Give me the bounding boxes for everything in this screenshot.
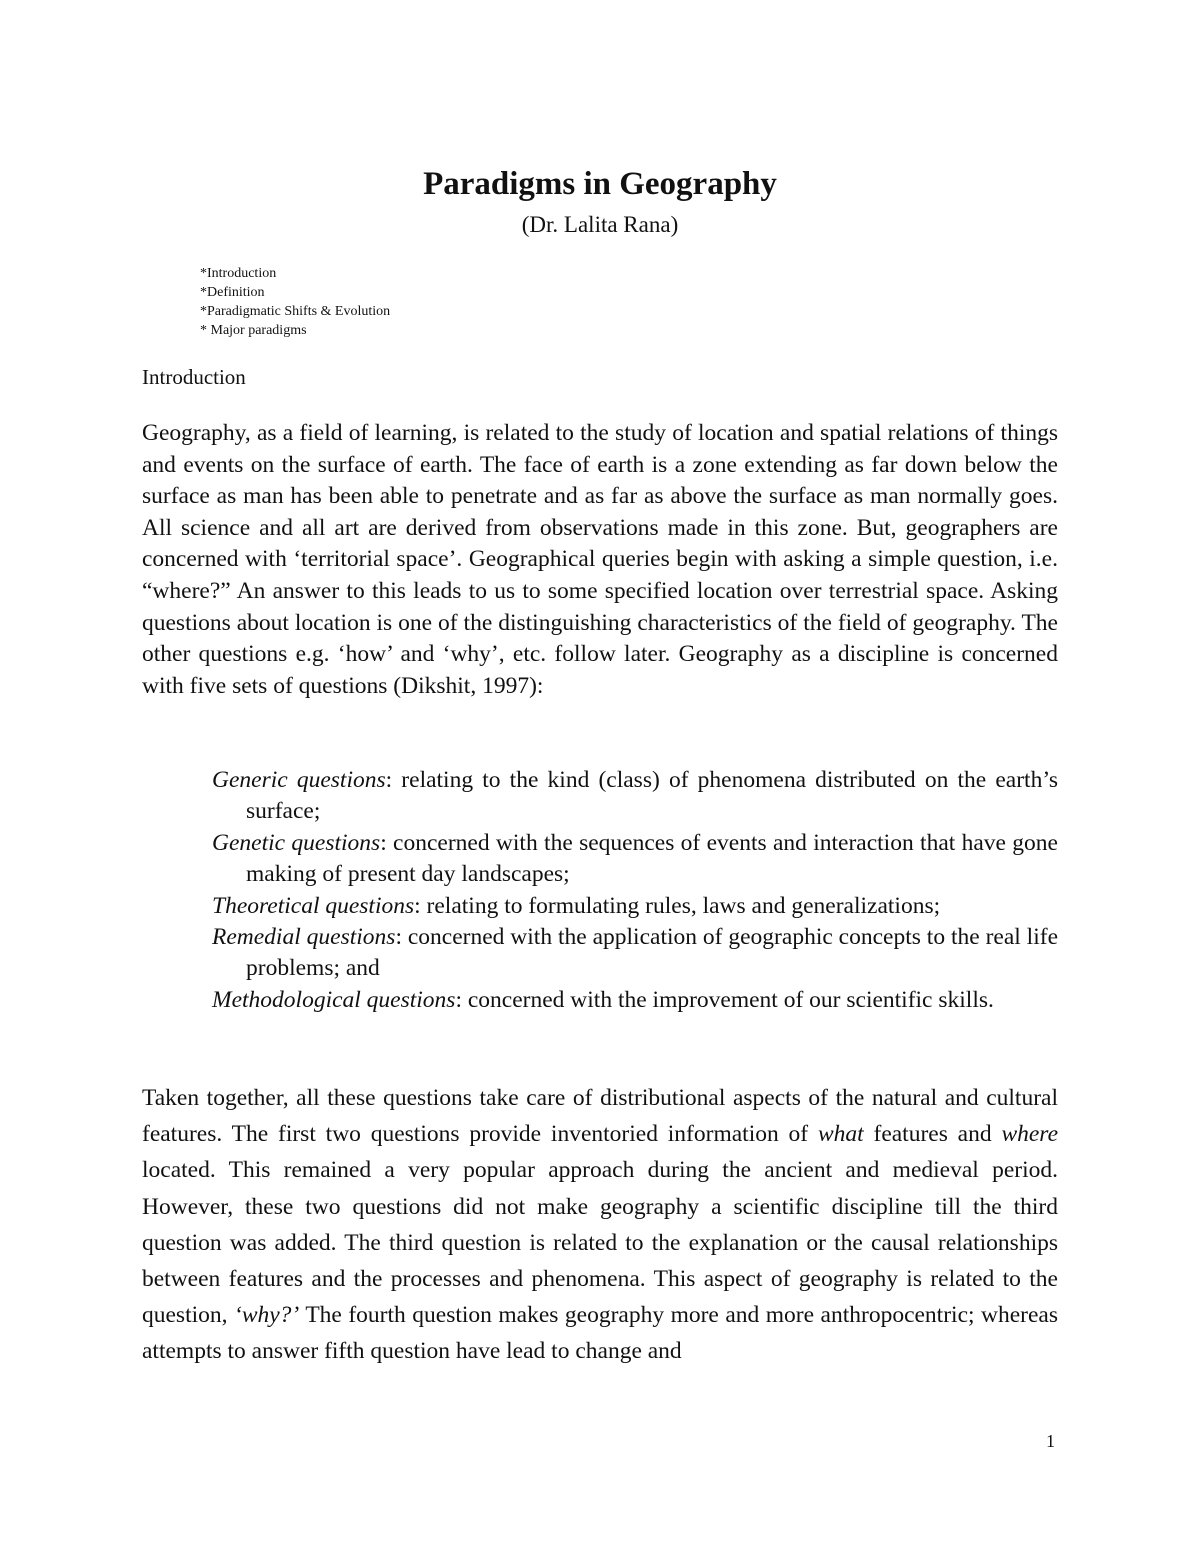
table-of-contents: [200, 264, 390, 340]
question-term: Theoretical questions: [212, 892, 415, 919]
question-item: [212, 765, 1058, 828]
question-term: Generic questions: [212, 767, 386, 793]
question-item: [212, 891, 1058, 922]
question-text: : concerned with the application of geographic concepts to the real life problems; and: [246, 924, 1058, 982]
toc-item: *Definition: [200, 285, 265, 300]
paragraph-text: The fourth question makes geography more and more anthropocentric; whereas attempts to answer fifth question have lead to change and: [142, 1302, 1058, 1365]
intro-paragraph: Geography, as a field of learning, is related to the study of location and spatial relations of things and events on the surface of earth. The face of earth is a zone extending as far down below the surface as man has been able to penetrate and as far as above the surface as man normally goes. All science and all art are derived from observations made in this zone. But, geographers are concerned with ‘territorial space’. Geographical queries begin with asking a simple question, i.e. “where?” An answer to this leads to us to some specified location over terrestrial space. Asking questions about location is one of the distinguishing characteristics of the field of geography. The other questions e.g. ‘how’ and ‘why’, etc. follow later. Geography as a discipline is concerned with five sets of questions (Dikshit, 1997):: [142, 420, 1058, 699]
emphasis-why: ‘why?’: [234, 1302, 300, 1329]
question-list: [212, 765, 1058, 1016]
question-item: [212, 922, 1058, 985]
paragraph-text: features and: [863, 1121, 1002, 1148]
emphasis-what: what: [817, 1121, 864, 1148]
toc-item: * Major paradigms: [200, 323, 307, 338]
toc-item: *Introduction: [200, 266, 277, 281]
page-number: 1: [1046, 1431, 1055, 1451]
document-title: Paradigms in Geography: [423, 166, 777, 203]
question-term: Methodological questions: [212, 986, 456, 1013]
paragraph-text: located. This remained a very popular approach during the ancient and medieval period. However, these two questions did not make geography a scientific discipline till the third question was added. The third question is related to the explanation or the causal relationships between features and the processes and phenomena. This aspect of geography is related to the question,: [142, 1157, 1058, 1329]
document-author: (Dr. Lalita Rana): [521, 212, 679, 237]
emphasis-where: where: [1001, 1121, 1058, 1148]
question-term: Remedial questions: [212, 924, 396, 951]
question-text: : relating to formulating rules, laws and generalizations;: [414, 892, 941, 919]
toc-item: *Paradigmatic Shifts & Evolution: [200, 304, 391, 319]
section-heading-introduction: Introduction: [142, 365, 246, 389]
question-text: : relating to the kind (class) of phenomena distributed on the earth’s surface;: [246, 767, 1058, 825]
body-paragraph: [142, 1080, 1058, 1370]
question-text: : concerned with the improvement of our scientific skills.: [455, 986, 994, 1013]
question-text: : concerned with the sequences of events and interaction that have gone making of present day landscapes;: [246, 829, 1058, 888]
question-item: [212, 985, 1058, 1016]
paragraph-text: Taken together, all these questions take care of distributional aspects of the natural and cultural features. The first two questions provide inventoried information of: [142, 1085, 1058, 1148]
question-item: [212, 828, 1058, 891]
question-term: Genetic questions: [212, 829, 381, 856]
